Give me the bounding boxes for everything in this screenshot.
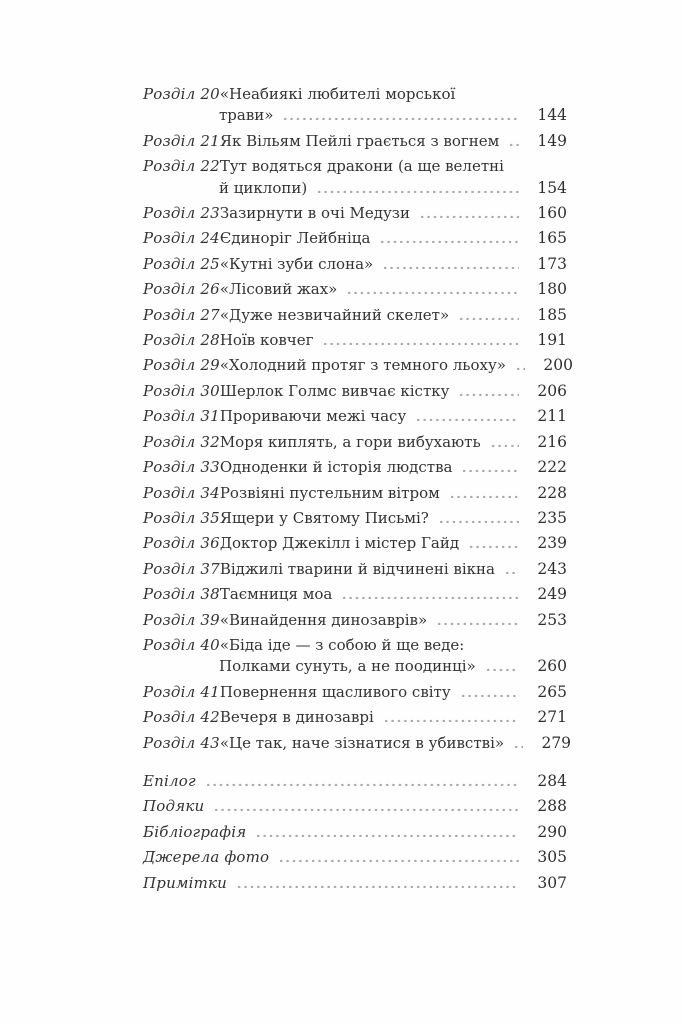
- chapter-label: Розділ 43: [143, 733, 220, 752]
- dot-leader: [213, 807, 519, 811]
- toc-entry: [143, 432, 567, 453]
- dot-leader: [419, 214, 519, 218]
- chapter-title: Віджилі тварини й відчинені вікна: [219, 559, 495, 578]
- chapter-label: Розділ 25: [143, 254, 220, 273]
- toc-entry: [143, 533, 567, 554]
- chapter-label: Розділ 29: [143, 356, 220, 375]
- chapter-label: Розділ 26: [143, 280, 220, 299]
- toc-line: [143, 457, 567, 478]
- dot-leader: [316, 189, 519, 193]
- chapter-title: Одноденки й історія людства: [219, 458, 453, 477]
- chapter-label: Розділ 35: [143, 508, 220, 527]
- page-number: 144: [537, 106, 567, 125]
- page-number: 228: [537, 483, 567, 502]
- chapter-label: Розділ 24: [143, 229, 220, 248]
- toc-entry: [143, 406, 567, 427]
- chapter-title: трави»: [219, 106, 274, 125]
- toc-entry: [143, 682, 567, 703]
- back-matter-line: [143, 873, 567, 894]
- toc-entry: [143, 610, 567, 631]
- back-matter-label: Епілог: [143, 771, 196, 790]
- back-matter-label: Джерела фото: [143, 848, 270, 867]
- chapter-title: «Винайдення динозаврів»: [219, 610, 428, 629]
- toc-entry: [143, 203, 567, 224]
- page-number: 173: [537, 254, 567, 273]
- chapter-label: Розділ 39: [143, 610, 220, 629]
- page-number: 222: [537, 458, 567, 477]
- chapter-label: Розділ 41: [143, 682, 220, 701]
- toc-entry: [143, 483, 567, 504]
- back-matter-line: [143, 771, 567, 792]
- chapter-label: Розділ 34: [143, 483, 220, 502]
- toc-line: [143, 733, 572, 754]
- chapter-title: Полками сунуть, а не поодинці»: [219, 657, 476, 676]
- dot-leader: [236, 884, 519, 888]
- page-number: 180: [537, 280, 567, 299]
- page-number: 307: [537, 873, 567, 892]
- toc-line: [143, 156, 567, 177]
- page-number: 249: [537, 585, 567, 604]
- toc-line: [143, 228, 567, 249]
- dot-leader: [485, 667, 519, 671]
- toc-entry: [143, 156, 567, 199]
- toc-entry: [143, 559, 567, 580]
- toc-line: [143, 508, 567, 529]
- chapter-title: «Неабиякі любителі морської: [219, 85, 456, 103]
- toc-line: [143, 559, 567, 580]
- chapter-title: Зазирнути в очі Медузи: [219, 204, 410, 223]
- page-number: 239: [537, 534, 567, 553]
- chapter-title: Тут водяться дракони (а ще велетні: [219, 157, 504, 176]
- dot-leader: [468, 544, 519, 548]
- chapter-label: Розділ 42: [143, 708, 220, 727]
- back-matter-line: [143, 796, 567, 817]
- page-number: 265: [537, 682, 567, 701]
- page-number: 260: [537, 657, 567, 676]
- dot-leader: [278, 858, 519, 862]
- toc-entry: [143, 84, 567, 127]
- page-number: 160: [537, 204, 567, 223]
- back-matter-label: Бібліографія: [143, 822, 247, 841]
- dot-leader: [436, 621, 519, 625]
- chapter-title: «Це так, наче зізнатися в убивстві»: [219, 733, 505, 752]
- page-number: 165: [537, 229, 567, 248]
- back-matter-line: [143, 822, 567, 843]
- page-number: 253: [537, 610, 567, 629]
- toc-line: [143, 203, 567, 224]
- page-number: 216: [537, 432, 567, 451]
- toc-line: [143, 584, 567, 605]
- chapter-label: Розділ 22: [143, 157, 220, 176]
- dot-leader: [460, 693, 519, 697]
- chapter-title: Доктор Джекілл і містер Гайд: [219, 534, 460, 553]
- chapter-title: «Кутні зуби слона»: [219, 254, 374, 273]
- toc-entry: [143, 707, 567, 728]
- back-matter-label: Примітки: [143, 873, 228, 892]
- toc-line: [143, 305, 567, 326]
- chapter-title: Ноїв ковчег: [219, 331, 314, 350]
- toc-entry: [143, 330, 567, 351]
- page-number: 200: [543, 356, 573, 375]
- toc-line: [143, 432, 567, 453]
- toc-back-matter: [143, 771, 567, 894]
- chapter-label: Розділ 33: [143, 458, 220, 477]
- chapter-label: Розділ 21: [143, 131, 220, 150]
- toc-entry: [143, 381, 567, 402]
- toc-entry: [143, 584, 567, 605]
- toc-line: [143, 279, 567, 300]
- toc-entry: [143, 228, 567, 249]
- toc-entry: [143, 457, 567, 478]
- chapter-title: Шерлок Голмс вивчає кістку: [219, 381, 450, 400]
- chapter-title: Як Вільям Пейлі грається з вогнем: [219, 131, 500, 150]
- dot-leader: [282, 116, 519, 120]
- page-number: 290: [537, 822, 567, 841]
- page-number: 211: [537, 407, 567, 426]
- page-number: 185: [537, 305, 567, 324]
- dot-leader: [449, 494, 519, 498]
- chapter-title: Прориваючи межі часу: [219, 407, 407, 426]
- toc-line: [143, 84, 567, 105]
- chapter-title: Єдиноріг Лейбніца: [219, 229, 371, 248]
- toc-line: [143, 707, 567, 728]
- chapter-title: Таємниця моа: [219, 585, 333, 604]
- dot-leader: [382, 265, 519, 269]
- toc-entry: [143, 635, 567, 678]
- dot-leader: [508, 142, 519, 146]
- chapter-title: «Дуже незвичайний скелет»: [219, 305, 450, 324]
- dot-leader: [515, 366, 525, 370]
- toc-line: [143, 131, 567, 152]
- chapter-title: Моря киплять, а гори вибухають: [219, 432, 481, 451]
- page-number: 206: [537, 381, 567, 400]
- toc-line: [143, 610, 567, 631]
- chapter-label: Розділ 27: [143, 305, 220, 324]
- dot-leader: [461, 468, 519, 472]
- chapter-label: Розділ 32: [143, 432, 220, 451]
- toc-line: [143, 355, 573, 376]
- dot-leader: [504, 570, 519, 574]
- chapter-label: Розділ 38: [143, 585, 220, 604]
- chapter-title: «Холодний протяг з темного льоху»: [219, 356, 506, 375]
- toc-line: [143, 533, 567, 554]
- dot-leader: [255, 833, 519, 837]
- toc-entry: [143, 131, 567, 152]
- dot-leader: [346, 290, 519, 294]
- chapter-title: Розвіяні пустельним вітром: [219, 483, 440, 502]
- toc-entry: [143, 305, 567, 326]
- chapter-label: Розділ 28: [143, 331, 220, 350]
- toc-line: [143, 635, 567, 656]
- toc-entry: [143, 355, 573, 376]
- toc-line: [143, 254, 567, 275]
- chapter-title: Ящери у Святому Письмі?: [219, 508, 429, 527]
- chapter-title: Вечеря в динозаврі: [219, 708, 374, 727]
- dot-leader: [341, 595, 519, 599]
- dot-leader: [513, 744, 523, 748]
- page-number: 191: [537, 331, 567, 350]
- dot-leader: [205, 782, 519, 786]
- toc-line: [143, 682, 567, 703]
- table-of-contents: [143, 84, 573, 898]
- dot-leader: [490, 443, 519, 447]
- dot-leader: [415, 417, 519, 421]
- dot-leader: [458, 392, 519, 396]
- chapter-title: «Лісовий жах»: [219, 280, 338, 299]
- chapter-label: Розділ 23: [143, 204, 220, 223]
- toc-entry: [143, 508, 567, 529]
- chapter-title: Повернення щасливого світу: [219, 682, 451, 701]
- page-number: 288: [537, 797, 567, 816]
- chapter-label: Розділ 36: [143, 534, 220, 553]
- page-number: 235: [537, 508, 567, 527]
- chapter-title: й циклопи): [219, 178, 308, 197]
- page-number: 279: [541, 733, 572, 752]
- toc-line: [143, 406, 567, 427]
- toc-chapters: [143, 84, 573, 754]
- page-number: 149: [537, 131, 567, 150]
- toc-entry: [143, 279, 567, 300]
- dot-leader: [379, 239, 519, 243]
- toc-line: [143, 178, 567, 199]
- back-matter-label: Подяки: [143, 797, 205, 816]
- toc-line: [143, 483, 567, 504]
- dot-leader: [458, 316, 519, 320]
- page-number: 271: [537, 708, 567, 727]
- chapter-title: «Біда іде — з собою й ще веде:: [219, 635, 465, 654]
- toc-line: [143, 105, 567, 126]
- page-number: 305: [537, 848, 567, 867]
- dot-leader: [383, 718, 519, 722]
- toc-entry: [143, 733, 572, 754]
- chapter-label: Розділ 40: [143, 635, 220, 654]
- chapter-label: Розділ 20: [143, 85, 220, 103]
- dot-leader: [438, 519, 519, 523]
- chapter-label: Розділ 30: [143, 381, 220, 400]
- page-number: 284: [537, 771, 567, 790]
- toc-entry: [143, 254, 567, 275]
- toc-line: [143, 656, 567, 677]
- chapter-label: Розділ 31: [143, 407, 220, 426]
- chapter-label: Розділ 37: [143, 559, 220, 578]
- toc-line: [143, 381, 567, 402]
- toc-line: [143, 330, 567, 351]
- back-matter-line: [143, 847, 567, 868]
- page-number: 154: [537, 178, 567, 197]
- page-number: 243: [537, 559, 567, 578]
- dot-leader: [322, 341, 519, 345]
